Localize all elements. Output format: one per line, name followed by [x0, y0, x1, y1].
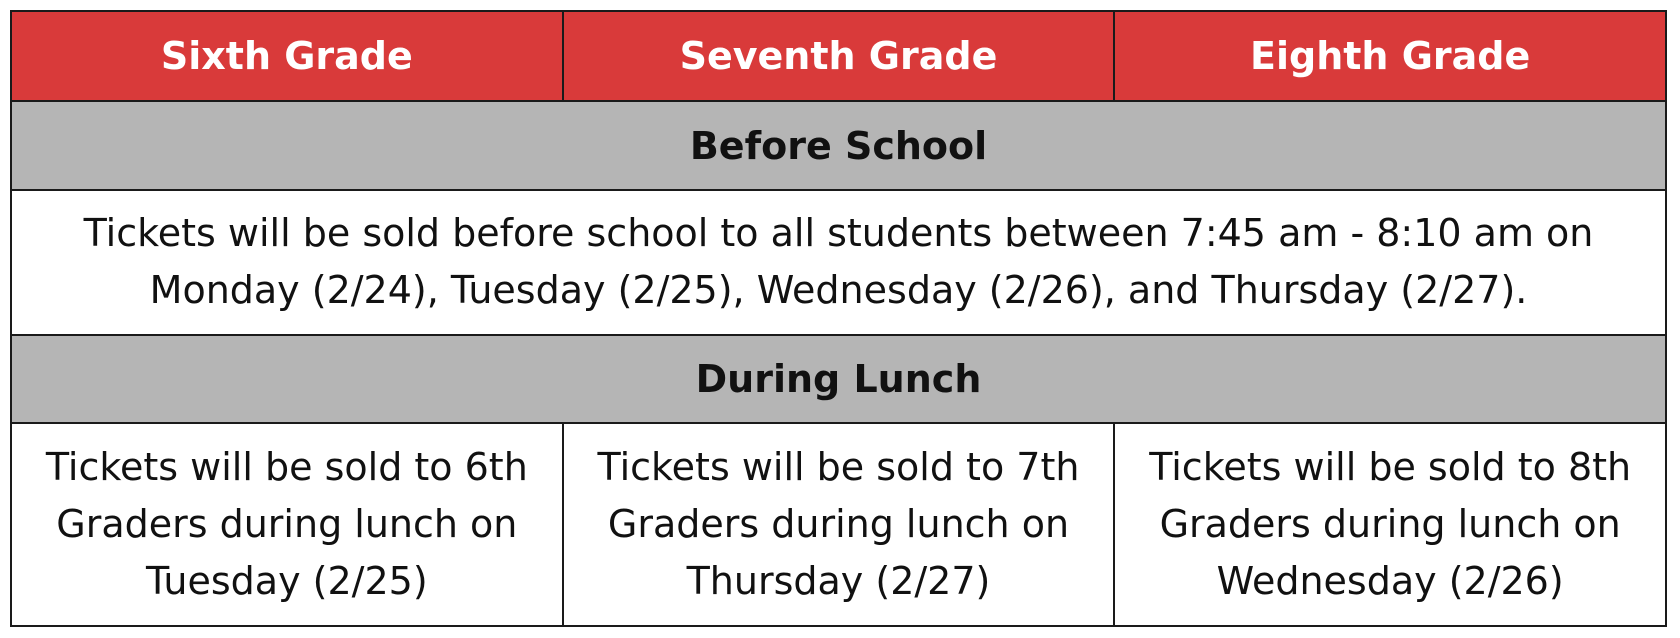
grade-header-row — [11, 11, 1666, 101]
lunch-cell-sixth — [11, 423, 563, 626]
grade-header-seventh: Seventh Grade — [563, 11, 1115, 101]
before-school-text: Tickets will be sold before school to all students between 7:45 am - 8:10 am on Monday (2/24), Tuesday (2/25), Wednesday (2/26), and Thursday (2/27). — [83, 211, 1594, 313]
grade-header-sixth: Sixth Grade — [11, 11, 563, 101]
lunch-text-sixth: Tickets will be sold to 6th Graders during lunch on Tuesday (2/25) — [45, 444, 528, 603]
grade-header-eighth: Eighth Grade — [1114, 11, 1666, 101]
schedule-table — [10, 10, 1667, 627]
lunch-cell-seventh — [563, 423, 1115, 626]
lunch-cell-eighth — [1114, 423, 1666, 626]
before-school-header-row — [11, 101, 1666, 189]
during-lunch-header-row — [11, 335, 1666, 423]
before-school-row — [11, 190, 1666, 335]
ticket-sales-schedule — [10, 10, 1667, 627]
before-school-cell — [11, 190, 1666, 335]
lunch-text-eighth: Tickets will be sold to 8th Graders during lunch on Wednesday (2/26) — [1149, 444, 1632, 603]
lunch-text-seventh: Tickets will be sold to 7th Graders during lunch on Thursday (2/27) — [597, 444, 1080, 603]
during-lunch-heading: During Lunch — [11, 335, 1666, 423]
during-lunch-row — [11, 423, 1666, 626]
before-school-heading: Before School — [11, 101, 1666, 189]
